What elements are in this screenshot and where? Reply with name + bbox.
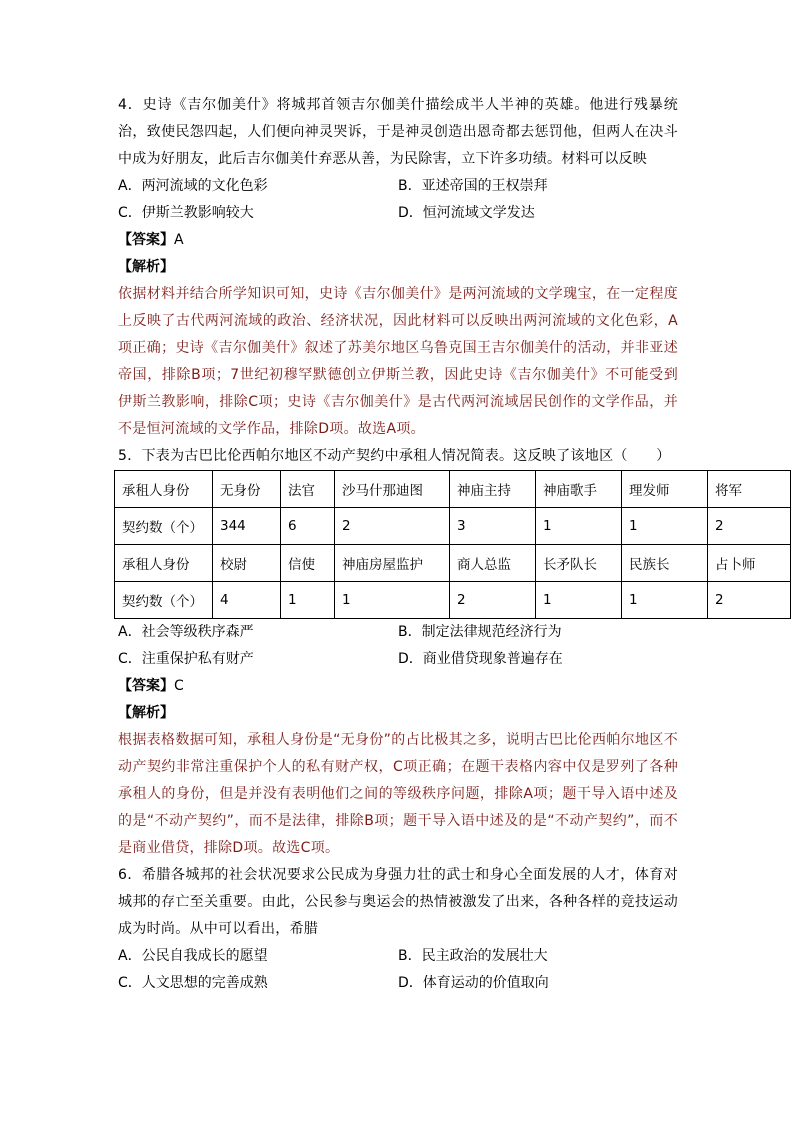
- table-cell: 4: [213, 582, 281, 619]
- q6-option-a: A．公民自我成长的愿望: [118, 948, 268, 964]
- q4-analysis-label: 【解析】: [118, 259, 174, 275]
- table-row: [115, 508, 791, 545]
- table-cell: 神庙歌手: [536, 471, 622, 508]
- q5-option-a: A．社会等级秩序森严: [118, 624, 254, 640]
- q5-answer-value: C: [174, 678, 184, 694]
- q5-option-d: D．商业借贷现象普遍存在: [398, 651, 563, 667]
- table-row: [115, 545, 791, 582]
- q4-answer-label: 【答案】: [118, 232, 174, 248]
- q6-option-b: B．民主政治的发展壮大: [398, 948, 548, 964]
- table-cell: 3: [450, 508, 536, 545]
- q4-option-b: B．亚述帝国的王权崇拜: [398, 178, 548, 194]
- table-cell: 民族长: [622, 545, 708, 582]
- q5-answer-label: 【答案】: [118, 678, 174, 694]
- table-cell: 2: [450, 582, 536, 619]
- table-cell: 信使: [281, 545, 335, 582]
- q4-option-a: A．两河流域的文化色彩: [118, 178, 268, 194]
- table-cell: 理发师: [622, 471, 708, 508]
- table-cell: 神庙主持: [450, 471, 536, 508]
- question-4-options: [118, 173, 678, 227]
- question-4-stem: 4．史诗《吉尔伽美什》将城邦首领吉尔伽美什描绘成半人半神的英雄。他进行残暴统治，致使民怨四起，人们便向神灵哭诉，于是神灵创造出恩奇都去惩罚他，但两人在决斗中成为好朋友，此后吉尔伽美什弃恶从善，为民除害，立下许多功绩。材料可以反映: [118, 97, 678, 167]
- table-cell: 2: [708, 582, 791, 619]
- table-cell: 沙马什那迪图: [335, 471, 450, 508]
- table-cell: 1: [622, 508, 708, 545]
- table-row: [115, 471, 791, 508]
- table-cell: 2: [708, 508, 791, 545]
- table-cell: 无身份: [213, 471, 281, 508]
- table-cell: 1: [536, 582, 622, 619]
- table-cell: 1: [335, 582, 450, 619]
- table-cell: 长矛队长: [536, 545, 622, 582]
- table-row: [115, 582, 791, 619]
- document-page: [118, 92, 756, 997]
- table-cell: 承租人身份: [115, 545, 213, 582]
- q5-option-b: B．制定法律规范经济行为: [398, 624, 562, 640]
- table-cell: 1: [622, 582, 708, 619]
- contract-table: [114, 470, 791, 619]
- table-cell: 占卜师: [708, 545, 791, 582]
- question-5-stem: 5．下表为古巴比伦西帕尔地区不动产契约中承租人情况简表。这反映了该地区（ ）: [118, 448, 671, 464]
- table-cell: 神庙房屋监护: [335, 545, 450, 582]
- table-cell: 校尉: [213, 545, 281, 582]
- question-6-options: [118, 943, 678, 997]
- table-cell: 1: [281, 582, 335, 619]
- table-cell: 商人总监: [450, 545, 536, 582]
- table-cell: 1: [536, 508, 622, 545]
- table-cell: 将军: [708, 471, 791, 508]
- q4-option-c: C．伊斯兰教影响较大: [118, 205, 254, 221]
- question-5-options: [118, 619, 678, 673]
- q6-option-d: D．体育运动的价值取向: [398, 975, 549, 991]
- q5-analysis-label: 【解析】: [118, 705, 174, 721]
- table-cell: 6: [281, 508, 335, 545]
- q5-answer: [118, 673, 678, 700]
- q4-analysis: 依据材料并结合所学知识可知，史诗《吉尔伽美什》是两河流域的文学瑰宝，在一定程度上反映了古代两河流域的政治、经济状况，因此材料可以反映出两河流域的文化色彩，A项正确；史诗《吉尔伽美什》叙述了苏美尔地区乌鲁克国王吉尔伽美什的活动，并非亚述帝国，排除B项；7世纪初穆罕默德创立伊斯兰教，因此史诗《吉尔伽美什》不可能受到伊斯兰教影响，排除C项；史诗《吉尔伽美什》是古代两河流域居民创作的文学作品，并不是恒河流域的文学作品，排除D项。故选A项。: [118, 286, 678, 437]
- q4-answer-value: A: [174, 232, 184, 248]
- q5-analysis: 根据表格数据可知，承租人身份是“无身份”的占比极其之多，说明古巴比伦西帕尔地区不动产契约非常注重保护个人的私有财产权，C项正确；在题干表格内容中仅是罗列了各种承租人的身份，但是并没有表明他们之间的等级秩序问题，排除A项；题干导入语中述及的是“不动产契约”，而不是法律，排除B项；题干导入语中述及的是“不动产契约”，而不是商业借贷，排除D项。故选C项。: [118, 732, 678, 856]
- q4-option-d: D．恒河流域文学发达: [398, 205, 535, 221]
- table-cell: 2: [335, 508, 450, 545]
- table-cell: 契约数（个）: [115, 508, 213, 545]
- q6-option-c: C．人文思想的完善成熟: [118, 975, 268, 991]
- table-cell: 344: [213, 508, 281, 545]
- table-cell: 法官: [281, 471, 335, 508]
- question-6-stem: 6．希腊各城邦的社会状况要求公民成为身强力壮的武士和身心全面发展的人才，体育对城邦的存亡至关重要。由此，公民参与奥运会的热情被激发了出来，各种各样的竞技运动成为时尚。从中可以看出，希腊: [118, 867, 678, 937]
- q5-option-c: C．注重保护私有财产: [118, 651, 254, 667]
- table-cell: 承租人身份: [115, 471, 213, 508]
- q4-answer: [118, 227, 678, 254]
- table-cell: 契约数（个）: [115, 582, 213, 619]
